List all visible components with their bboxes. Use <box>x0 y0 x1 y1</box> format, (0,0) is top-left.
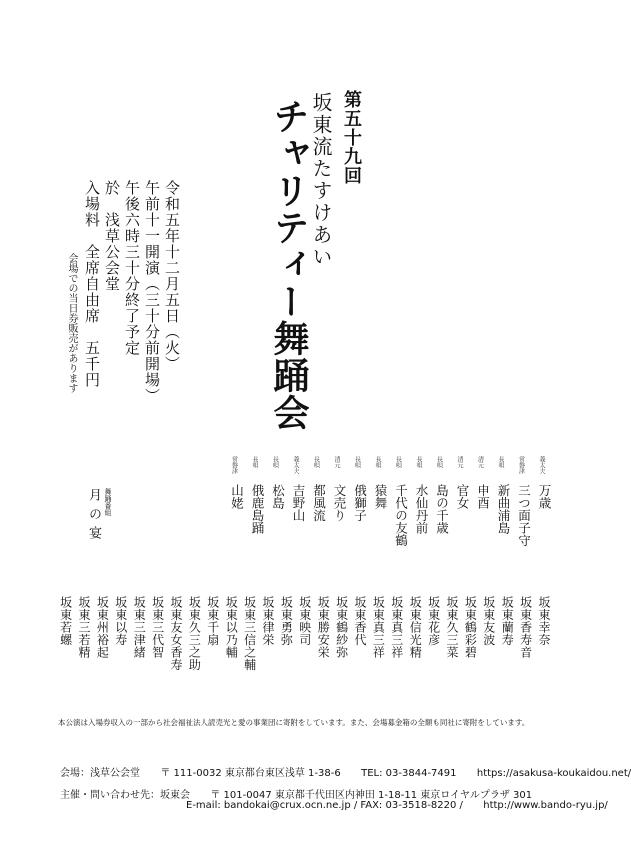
program-item-title: 猿舞 <box>373 484 388 509</box>
program-item-role: 長唄 <box>374 456 381 468</box>
program-item-title: 三つ面子守 <box>516 484 532 547</box>
performer-name: 坂東真三祥 <box>389 596 404 659</box>
performer-name: 坂東三代智 <box>150 596 165 659</box>
performer-name: 坂東香代 <box>353 596 367 646</box>
program-item-role: 常磐津 <box>230 456 238 474</box>
organizer-email-fax[interactable]: E-mail: bandokai@crux.ocn.ne.jp / FAX: 03-3518-8220 / <box>186 800 463 811</box>
program-item-role: 長唄 <box>312 456 320 468</box>
program-item-role: 清元 <box>333 456 340 468</box>
event-title: チャリティー舞踊会 <box>268 98 310 431</box>
performer-name: 坂東友波 <box>481 596 496 646</box>
organizer-address: 〒 101-0047 東京都千代田区内神田 1-18-11 東京ロイヤルプラザ 301 <box>210 790 533 801</box>
program-item-title: 俄鹿島踊 <box>250 484 265 534</box>
performer-name: 坂東州裕起 <box>95 596 110 659</box>
event-fee: 入場料 全席自由席 五千円 <box>83 180 101 388</box>
performer-name: 坂東三信之輔 <box>242 596 257 671</box>
performer-name: 坂東勇弥 <box>279 596 294 646</box>
performer-name: 坂東映司 <box>297 596 312 646</box>
performer-name: 坂東以乃輔 <box>224 596 239 659</box>
organizer-url[interactable]: http://www.bando-ryu.jp/ <box>483 800 608 811</box>
program-item-role: 長唄 <box>435 456 443 468</box>
program-item-title: 文売り <box>332 484 347 522</box>
venue-info <box>60 764 631 779</box>
venue-url[interactable]: https://asakusa-koukaidou.net/ <box>476 768 631 779</box>
program-item-title: 申酉 <box>475 484 491 509</box>
finale-title: 月の宴 <box>86 488 101 545</box>
performer-name: 坂東三津緒 <box>132 596 147 659</box>
performer-name: 坂東勝安栄 <box>316 596 331 659</box>
program-item-role: 清元 <box>456 456 463 468</box>
performer-name: 坂東幸奈 <box>537 596 551 646</box>
performer-name: 坂東千扇 <box>205 596 220 646</box>
performer-name: 坂東以寿 <box>113 596 128 646</box>
event-venue: 於 浅草公会堂 <box>103 180 121 292</box>
program-item-role: 長唄 <box>271 456 279 468</box>
performer-name: 坂東花彦 <box>426 596 441 646</box>
charity-note: 本公演は入場券収入の一部から社会福祉法人読売光と愛の事業団に寄附をしています。また、会場募金箱の全額も同社に寄附をしています。 <box>58 718 530 727</box>
program-item-role: 長唄 <box>353 456 361 468</box>
performer-name: 坂東久三之助 <box>187 596 202 671</box>
program-item-role: 長唄 <box>251 456 258 468</box>
performer-name: 坂東真三祥 <box>371 596 386 659</box>
performer-name: 坂東香寿音 <box>518 596 533 659</box>
program-item-title: 俄獅子 <box>352 484 368 522</box>
organizer-label: 主催・問い合わせ先：坂東会 <box>60 790 190 801</box>
event-start: 午前十一開演（三十分前開場） <box>143 180 161 404</box>
same-day-ticket-note: 会場での当日券販売があります <box>66 253 77 393</box>
program-item-role: 義太夫 <box>538 456 545 474</box>
performer-name: 坂東友女香寿 <box>169 596 183 671</box>
venue-label: 会場：浅草公会堂 <box>60 768 140 779</box>
program-item-title: 千代の友鶴 <box>393 484 409 547</box>
venue-address: 〒 111-0032 東京都台東区浅草 1-38-6 <box>160 768 341 779</box>
program-item-title: 吉野山 <box>291 484 306 522</box>
performer-name: 坂東鶴紗弥 <box>334 596 349 659</box>
program-item-title: 松島 <box>270 484 286 509</box>
program-item-title: 万歳 <box>537 484 552 509</box>
venue-tel: TEL: 03-3844-7491 <box>361 768 457 779</box>
event-school: 坂東流たすけあい <box>309 92 333 268</box>
program-item-role: 長唄 <box>394 456 402 468</box>
performer-name: 坂東若螺 <box>58 596 73 646</box>
performer-name: 坂東三若精 <box>77 596 91 659</box>
event-edition: 第五十九回 <box>341 90 362 185</box>
program-item-title: 官女 <box>455 484 470 509</box>
finale-kind: 舞踊番組 <box>104 488 112 516</box>
event-end: 午後六時三十分終了予定 <box>123 180 141 356</box>
program-item-title: 山姥 <box>229 484 245 509</box>
program-item-role: 長唄 <box>497 456 504 468</box>
program-item-role: 義太夫 <box>292 456 299 474</box>
organizer-info <box>60 786 532 801</box>
performer-name: 坂東信光精 <box>408 596 423 659</box>
performer-name: 坂東鶴彩碧 <box>463 596 478 659</box>
program-item-role: 常磐津 <box>517 456 525 474</box>
program-item-title: 都風流 <box>311 484 327 522</box>
program-item-title: 水仙丹前 <box>414 484 429 534</box>
organizer-contact <box>186 800 608 811</box>
program-item-role: 長唄 <box>415 456 422 468</box>
program-item-title: 島の千歳 <box>434 484 450 534</box>
performer-name: 坂東久三菜 <box>445 596 459 659</box>
program-item-role: 清元 <box>476 456 484 468</box>
program-item-title: 新曲浦島 <box>496 484 511 534</box>
event-date: 令和五年十二月五日（火） <box>163 180 181 372</box>
performer-name: 坂東蘭寿 <box>500 596 515 646</box>
performer-name: 坂東律栄 <box>261 596 275 646</box>
